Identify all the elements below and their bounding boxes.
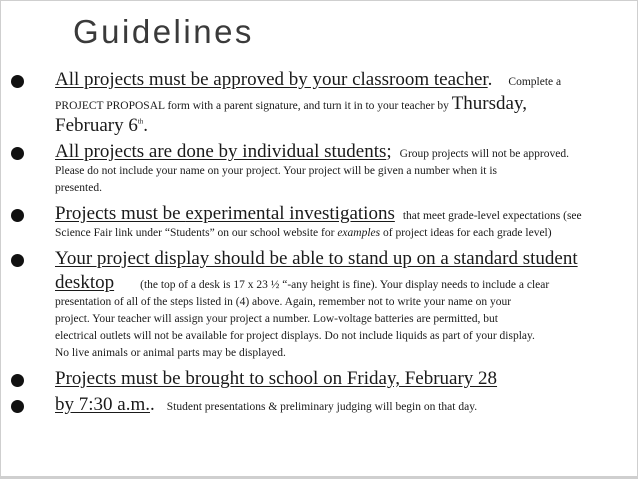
guideline-1-date-suffix: th — [137, 117, 144, 126]
guideline-item-2 — [1, 141, 601, 197]
guideline-item-5 — [1, 368, 601, 390]
guideline-3-lead-a: Projects must be — [55, 203, 186, 224]
guideline-4-line6: No live animals or animal parts may be displayed. — [55, 347, 286, 359]
guideline-3-line2-b: of project ideas for each grade level) — [380, 227, 552, 239]
guideline-3-rest: that meet grade-level expectations (see — [402, 210, 582, 222]
guideline-3-line2-italic: examples — [337, 227, 381, 239]
bullet-icon — [11, 147, 24, 160]
guideline-1-date-end: . — [143, 115, 149, 136]
guideline-item-1 — [1, 69, 601, 137]
guideline-5-lead: Projects must be brought to school on Friday, February 28 — [55, 368, 498, 389]
bullet-icon — [11, 374, 24, 387]
guideline-4-line3: presentation of all of the steps listed in (4) above. Again, remember not to write your name on your — [55, 296, 512, 308]
guideline-1-date-day: Thursday, — [451, 93, 527, 114]
bottom-border — [1, 476, 637, 478]
guideline-1-date: February 6 — [55, 115, 138, 136]
guideline-4-line2: (the top of a desk is 17 x 23 ½ “-any height is fine). Your display needs to include a clear — [140, 279, 550, 291]
bullet-icon — [11, 400, 24, 413]
guideline-2-line2: Please do not include your name on your project. Your project will be given a number when it is — [55, 165, 498, 177]
guideline-6-lead-tail: . — [150, 394, 155, 415]
slide-title: Guidelines — [73, 13, 254, 50]
guideline-4-line5: electrical outlets will not be available for project displays. Do not include liquids as part of your display. — [55, 330, 535, 342]
guideline-3-lead-b: experimental investigations — [185, 203, 395, 224]
guideline-item-4 — [1, 248, 601, 362]
guideline-3-line2-a: Science Fair link under “Students” on our school website for — [55, 227, 338, 239]
bullet-icon — [11, 209, 24, 222]
guideline-1-lead: All projects must be approved by your classroom teacher — [55, 69, 488, 90]
guidelines-list — [1, 69, 601, 416]
guideline-4-lead: Your project display should be able to stand up on a standard student — [55, 248, 578, 269]
guideline-4-desktop: desktop — [55, 272, 115, 293]
guideline-6-lead: by 7:30 a.m. — [55, 394, 150, 415]
guideline-2-rest: Group projects will not be approved. — [399, 148, 569, 160]
guideline-2-line3: presented. — [55, 182, 102, 194]
guideline-6-rest: Student presentations & preliminary judging will begin on that day. — [166, 401, 478, 413]
guideline-item-6 — [1, 394, 601, 416]
guideline-2-lead-tail: ; — [386, 141, 392, 162]
bullet-icon — [11, 254, 24, 267]
guideline-1-line2: PROJECT PROPOSAL form with a parent signature, and turn it in to your teacher by — [55, 100, 452, 112]
bullet-icon — [11, 75, 24, 88]
guideline-2-lead: All projects are done by individual students — [55, 141, 387, 162]
guideline-4-line4: project. Your teacher will assign your project a number. Low-voltage batteries are permitted, but — [55, 313, 498, 325]
guideline-1-lead-tail: . — [487, 69, 493, 90]
guideline-1-rest: Complete a — [508, 76, 562, 88]
guideline-item-3 — [1, 203, 601, 242]
